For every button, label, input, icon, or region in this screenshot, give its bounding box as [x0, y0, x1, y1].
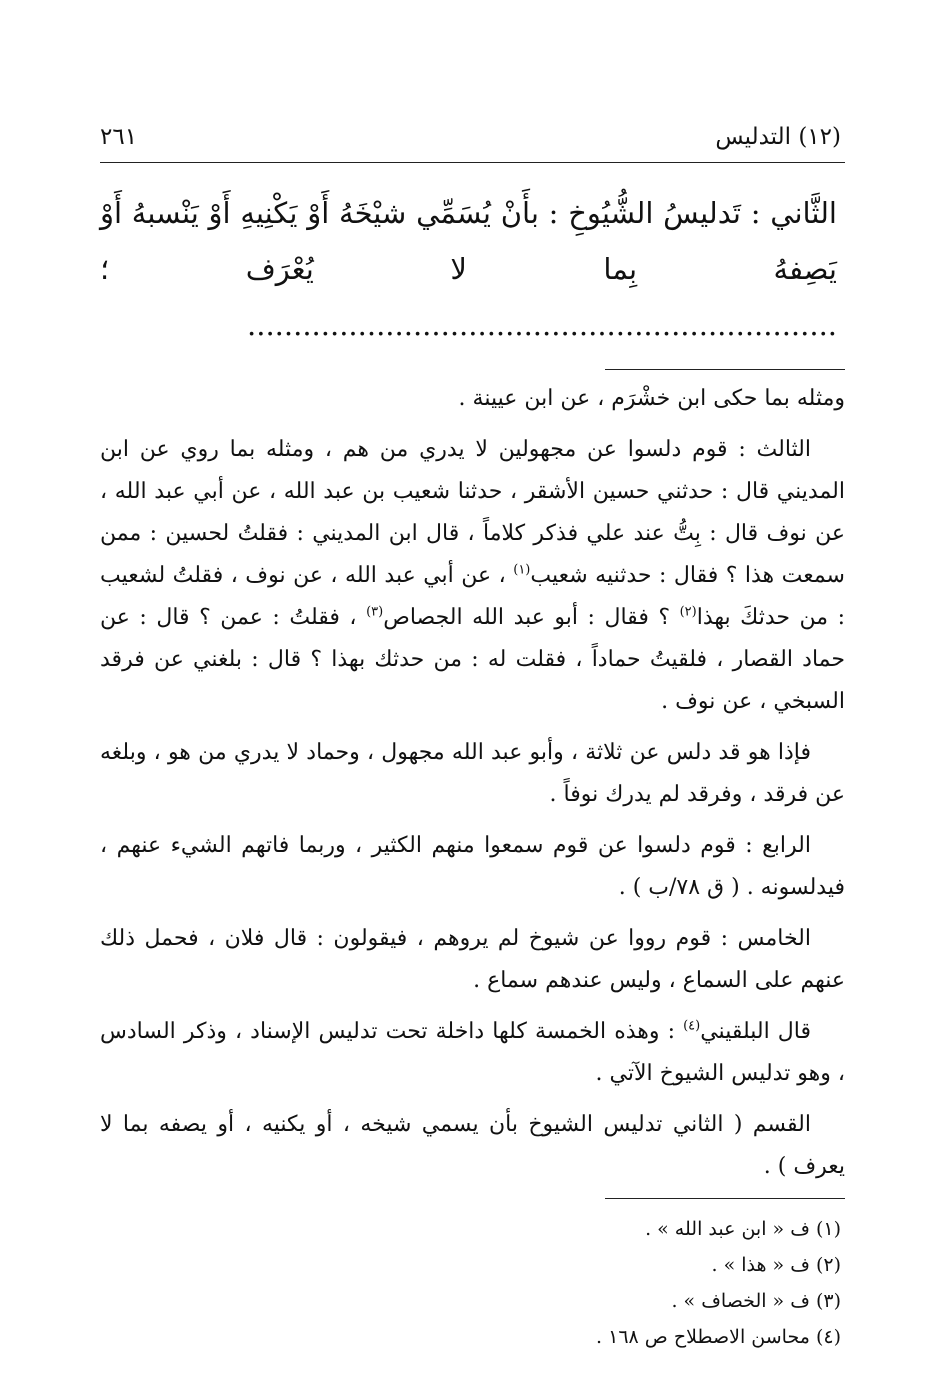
running-header: [100, 118, 845, 163]
footnote-1: (١) ف « ابن عبد الله » .: [645, 1218, 841, 1240]
paragraph-3: فإذا هو قد دلس عن ثلاثة ، وأبو عبد الله مجهول ، وحماد لا يدري من هو ، وبلغه عن فرقد ، وفرقد لم يدرك نوفاً .: [100, 740, 845, 807]
paragraph-2: [100, 429, 845, 723]
paragraph-6: [100, 1011, 845, 1095]
footnote-ref-1[interactable]: (١): [513, 562, 531, 578]
footnote-4: (٤) محاسن الاصطلاح ص ١٦٨ .: [596, 1326, 841, 1348]
paragraph-6-part-a: قال البلقيني: [700, 1019, 811, 1044]
footnotes: [100, 1211, 845, 1355]
footnote-ref-4[interactable]: (٤): [683, 1018, 701, 1034]
paragraph-1: ومثله بما حكى ابن خشْرَم ، عن ابن عيينة .: [458, 386, 845, 411]
book-page: [100, 118, 845, 1355]
paragraph-2-part-b: ، عن أبي عبد الله ، عن نوف ، فقلتُ لشعيب : من حدثكَ بهذا: [100, 563, 845, 630]
footnote-3: (٣) ف « الخصاف » .: [671, 1290, 841, 1312]
main-verse-text: [100, 185, 845, 353]
footnote-2: (٢) ف « هذا » .: [711, 1254, 841, 1276]
footnote-divider: [605, 1198, 845, 1199]
commentary: [100, 378, 845, 1188]
paragraph-7: القسم ( الثاني تدليس الشيوخ بأن يسمي شيخه ، أو يكنيه ، أو يصفه بما لا يعرف ) .: [100, 1112, 845, 1179]
paragraph-2-part-d: ، فقلتُ : عمن ؟ قال : عن حماد القصار ، فلقيتُ حماداً ، فقلت له : من حدثك بهذا ؟ قال : بلغني عن فرقد السبخي ، عن نوف .: [100, 605, 845, 714]
verse-divider: [605, 369, 845, 370]
chapter-title: (١٢) التدليس: [715, 124, 841, 150]
paragraph-6-part-b: : وهذه الخمسة كلها داخلة تحت تدليس الإسناد ، وذكر السادس ، وهو تدليس الشيوخ الآتي .: [100, 1019, 845, 1086]
paragraph-2-part-a: الثالث : قوم دلسوا عن مجهولين لا يدري من هم ، ومثله بما روي عن ابن المديني قال : حدثني حسين الأشقر ، حدثنا شعيب بن عبد الله ، عن أبي عبد الله ، عن نوف قال : بِتُّ عند علي فذكر كلاماً ، قال ابن المديني : فقلتُ لحسين : ممن سمعت هذا ؟ فقال : حدثنيه شعيب: [100, 437, 845, 588]
footnote-ref-2[interactable]: (٢): [679, 604, 697, 620]
verse-line: الثَّاني : تَدليسُ الشُّيُوخِ : بأَنْ يُسَمِّي شيْخَهُ أَوْ يَكْنِيهِ أَوْ يَنْسبهُ أَوْ يَصِفهُ بِما لا يُعْرَف ؛: [100, 196, 837, 286]
paragraph-2-part-c: ؟ فقال : أبو عبد الله الجصاص: [383, 605, 680, 630]
paragraph-4: الرابع : قوم دلسوا عن قوم سمعوا منهم الكثير ، وربما فاتهم الشيء عنهم ، فيدلسونه . ( ق ٧٨/ب ) .: [100, 833, 845, 900]
paragraph-5: الخامس : قوم رووا عن شيوخ لم يروهم ، فيقولون : قال فلان ، فحمل ذلك عنهم على السماع ، وليس عندهم سماع .: [100, 926, 845, 993]
page-number: ٢٦١: [100, 124, 138, 150]
footnote-ref-3[interactable]: (٣): [366, 604, 384, 620]
verse-dots: ................................................................: [247, 308, 837, 342]
